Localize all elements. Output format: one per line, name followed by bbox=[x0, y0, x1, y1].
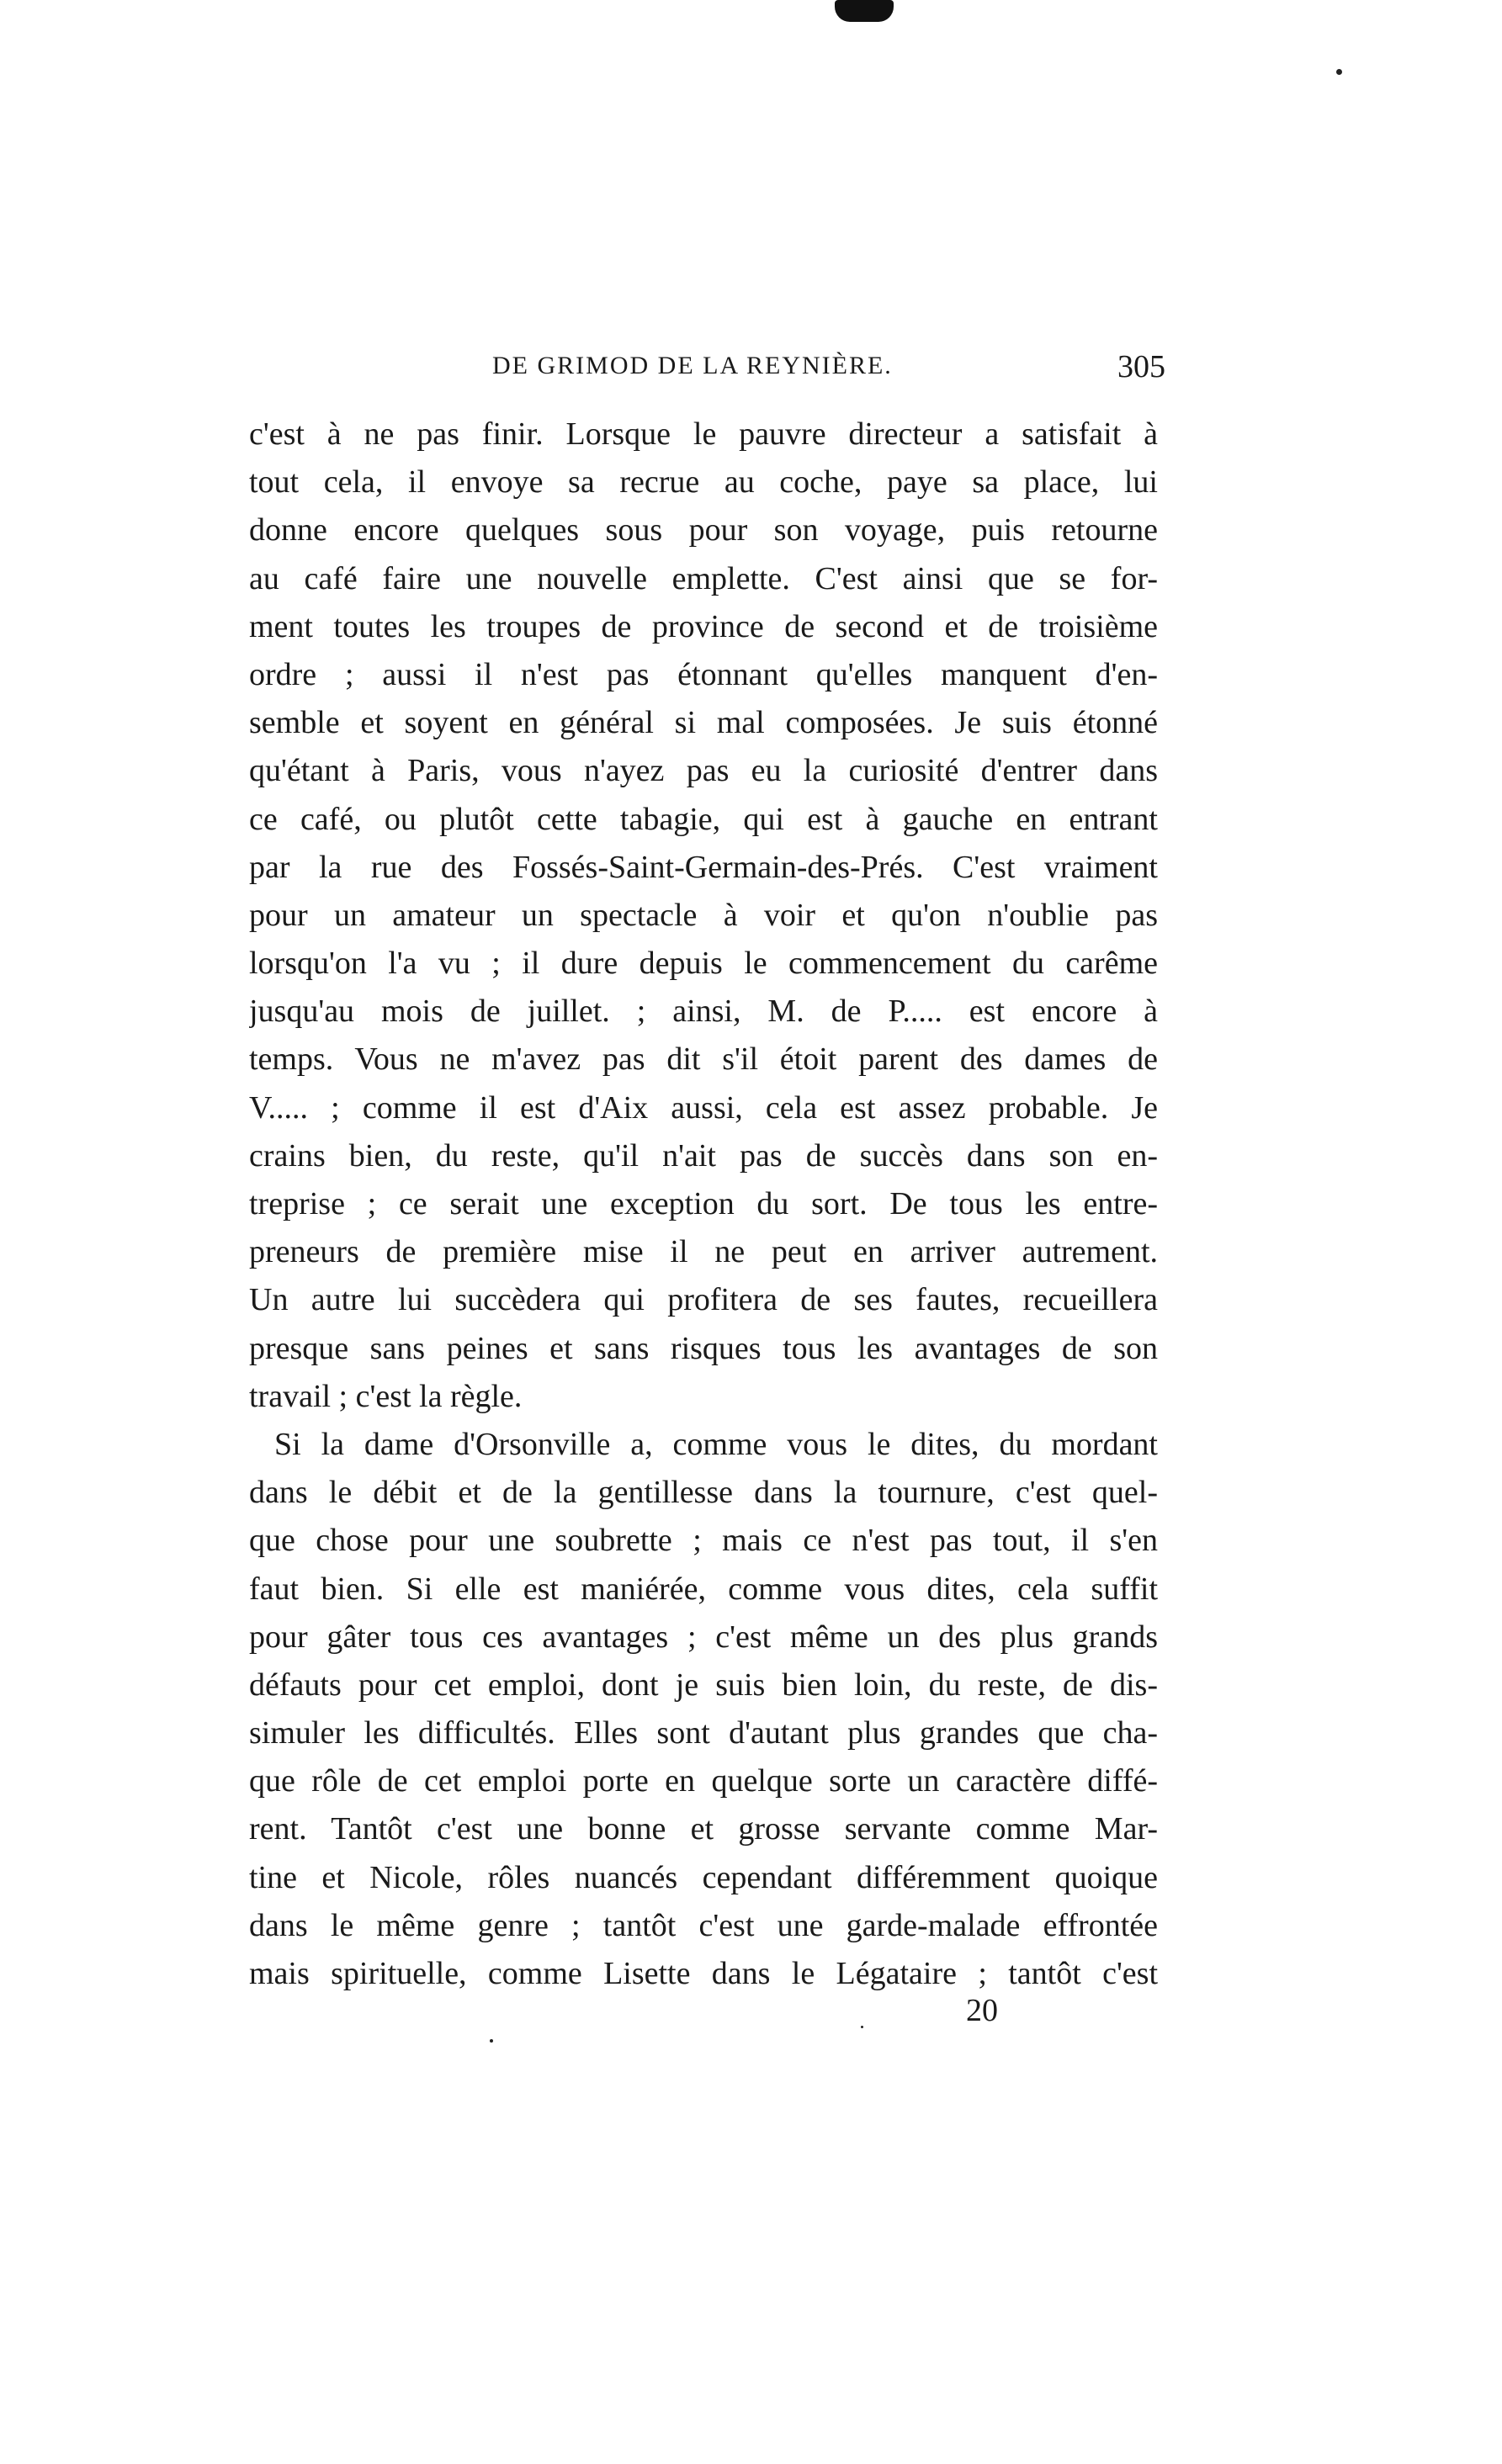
scan-speck bbox=[1336, 69, 1342, 75]
text-line: Si la dame d'Orsonville a, comme vous le dites, du mordant bbox=[274, 1426, 1158, 1462]
text-line: V..... ; comme il est d'Aix aussi, cela est assez probable. Je bbox=[249, 1089, 1158, 1126]
signature-mark: 20 bbox=[966, 1993, 998, 2028]
text-line: preneurs de première mise il ne peut en arriver autrement. bbox=[249, 1234, 1158, 1270]
text-line: que rôle de cet emploi porte en quelque sorte un caractère diffé- bbox=[249, 1763, 1158, 1799]
text-line: au café faire une nouvelle emplette. C'est ainsi que se for- bbox=[249, 560, 1158, 596]
text-line: Un autre lui succèdera qui profitera de ses fautes, recueillera bbox=[249, 1282, 1158, 1318]
text-line: presque sans peines et sans risques tous les avantages de son bbox=[249, 1330, 1158, 1366]
ink-blot bbox=[835, 0, 894, 22]
running-head: DE GRIMOD DE LA REYNIÈRE. bbox=[492, 352, 893, 379]
page-number: 305 bbox=[1117, 349, 1165, 384]
text-line: temps. Vous ne m'avez pas dit s'il étoit parent des dames de bbox=[249, 1041, 1158, 1078]
text-line: lorsqu'on l'a vu ; il dure depuis le commencement du carême bbox=[249, 946, 1158, 982]
text-line: crains bien, du reste, qu'il n'ait pas de succès dans son en- bbox=[249, 1137, 1158, 1174]
text-line: tout cela, il envoye sa recrue au coche, paye sa place, lui bbox=[249, 464, 1158, 501]
text-line: donne encore quelques sous pour son voyage, puis retourne bbox=[249, 512, 1158, 548]
text-line: par la rue des Fossés-Saint-Germain-des-Prés. C'est vraiment bbox=[249, 849, 1158, 885]
text-line: ordre ; aussi il n'est pas étonnant qu'elles manquent d'en- bbox=[249, 656, 1158, 692]
text-line: c'est à ne pas finir. Lorsque le pauvre directeur a satisfait à bbox=[249, 416, 1158, 452]
text-line: dans le débit et de la gentillesse dans la tournure, c'est quel- bbox=[249, 1475, 1158, 1511]
text-line: jusqu'au mois de juillet. ; ainsi, M. de P..... est encore à bbox=[249, 994, 1158, 1030]
text-line: pour un amateur un spectacle à voir et qu'on n'oublie pas bbox=[249, 897, 1158, 933]
text-line: qu'étant à Paris, vous n'ayez pas eu la curiosité d'entrer dans bbox=[249, 753, 1158, 789]
text-line: mais spirituelle, comme Lisette dans le Légataire ; tantôt c'est bbox=[249, 1956, 1158, 1991]
text-line: défauts pour cet emploi, dont je suis bien loin, du reste, de dis- bbox=[249, 1667, 1158, 1703]
scan-speck bbox=[861, 2026, 863, 2028]
text-line: pour gâter tous ces avantages ; c'est même un des plus grands bbox=[249, 1619, 1158, 1655]
text-line: rent. Tantôt c'est une bonne et grosse servante comme Mar- bbox=[249, 1811, 1158, 1847]
text-line: travail ; c'est la règle. bbox=[249, 1378, 523, 1414]
body-text bbox=[249, 411, 1158, 1998]
text-line: ment toutes les troupes de province de second et de troisième bbox=[249, 608, 1158, 644]
scan-speck bbox=[490, 2039, 493, 2043]
text-line: que chose pour une soubrette ; mais ce n'est pas tout, il s'en bbox=[249, 1523, 1158, 1559]
text-line: dans le même genre ; tantôt c'est une garde-malade effrontée bbox=[249, 1907, 1158, 1943]
text-line: ce café, ou plutôt cette tabagie, qui est à gauche en entrant bbox=[249, 801, 1158, 837]
text-line: tine et Nicole, rôles nuancés cependant différemment quoique bbox=[249, 1859, 1158, 1895]
text-line: faut bien. Si elle est maniérée, comme vous dites, cela suffit bbox=[249, 1571, 1158, 1607]
text-line: semble et soyent en général si mal composées. Je suis étonné bbox=[249, 705, 1158, 741]
text-line: treprise ; ce serait une exception du sort. De tous les entre- bbox=[249, 1186, 1158, 1221]
text-line: simuler les difficultés. Elles sont d'autant plus grandes que cha- bbox=[249, 1715, 1158, 1751]
